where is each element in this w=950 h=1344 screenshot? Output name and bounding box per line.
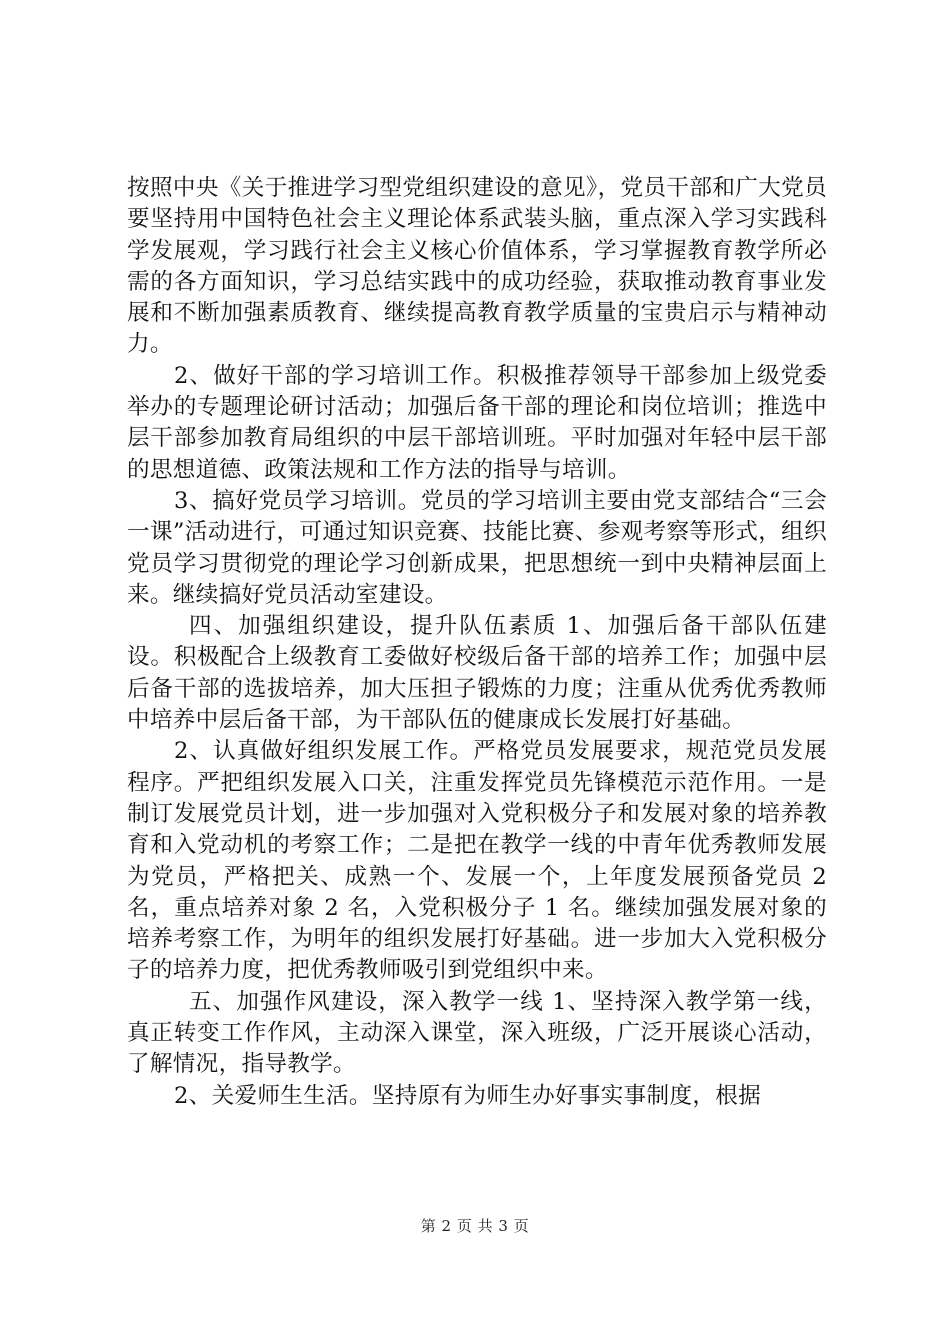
page-number-label: 第 2 页 共 3 页 (420, 1217, 530, 1235)
document-body (127, 173, 827, 1112)
paragraph-study-guidance: 按照中央《关于推进学习型党组织建设的意见》，党员干部和广大党员要坚持用中国特色社会主义理论体系武装头脑，重点深入学习实践科学发展观，学习践行社会主义核心价值体系，学习掌握教育教学所必需的各方面知识，学习总结实践中的成功经验，获取推动教育事业发展和不断加强素质教育、继续提高教育教学质量的宝贵启示与精神动力。 (127, 175, 827, 358)
paragraph-organization-building: 四、加强组织建设，提升队伍素质 1、加强后备干部队伍建设。积极配合上级教育工委做好校级后备干部的培养工作；加强中层后备干部的选拔培养，加大压担子锻炼的力度；注重从优秀优秀教师中培养中层后备干部，为干部队伍的健康成长发展打好基础。 (127, 613, 827, 734)
paragraph-care-for-staff: 2、关爱师生生活。坚持原有为师生办好事实事制度，根据 (174, 1082, 762, 1109)
page-footer (0, 1216, 950, 1236)
paragraph-work-style: 五、加强作风建设，深入教学一线 1、坚持深入教学第一线，真正转变工作作风，主动深入课堂，深入班级，广泛开展谈心活动，了解情况，指导教学。 (127, 988, 827, 1078)
paragraph-membership-development: 2、认真做好组织发展工作。严格党员发展要求，规范党员发展程序。严把组织发展入口关，注重发挥党员先锋模范示范作用。一是制订发展党员计划，进一步加强对入党积极分子和发展对象的培养教育和入党动机的考察工作；二是把在教学一线的中青年优秀教师发展为党员，严格把关、成熟一个、发展一个，上年度发展预备党员 2 名，重点培养对象 2 名，入党积极分子 1 名。继续加强发展对象的培养考察工作，为明年的组织发展打好基础。进一步加大入党积极分子的培养力度，把优秀教师吸引到党组织中来。 (127, 738, 827, 984)
paragraph-cadre-training: 2、做好干部的学习培训工作。积极推荐领导干部参加上级党委举办的专题理论研讨活动；加强后备干部的理论和岗位培训；推选中层干部参加教育局组织的中层干部培训班。平时加强对年轻中层干部的思想道德、政策法规和工作方法的指导与培训。 (127, 362, 827, 483)
paragraph-member-training: 3、搞好党员学习培训。党员的学习培训主要由党支部结合“三会一课”活动进行，可通过知识竞赛、技能比赛、参观考察等形式，组织党员学习贯彻党的理论学习创新成果，把思想统一到中央精神层面上来。继续搞好党员活动室建设。 (127, 487, 827, 608)
